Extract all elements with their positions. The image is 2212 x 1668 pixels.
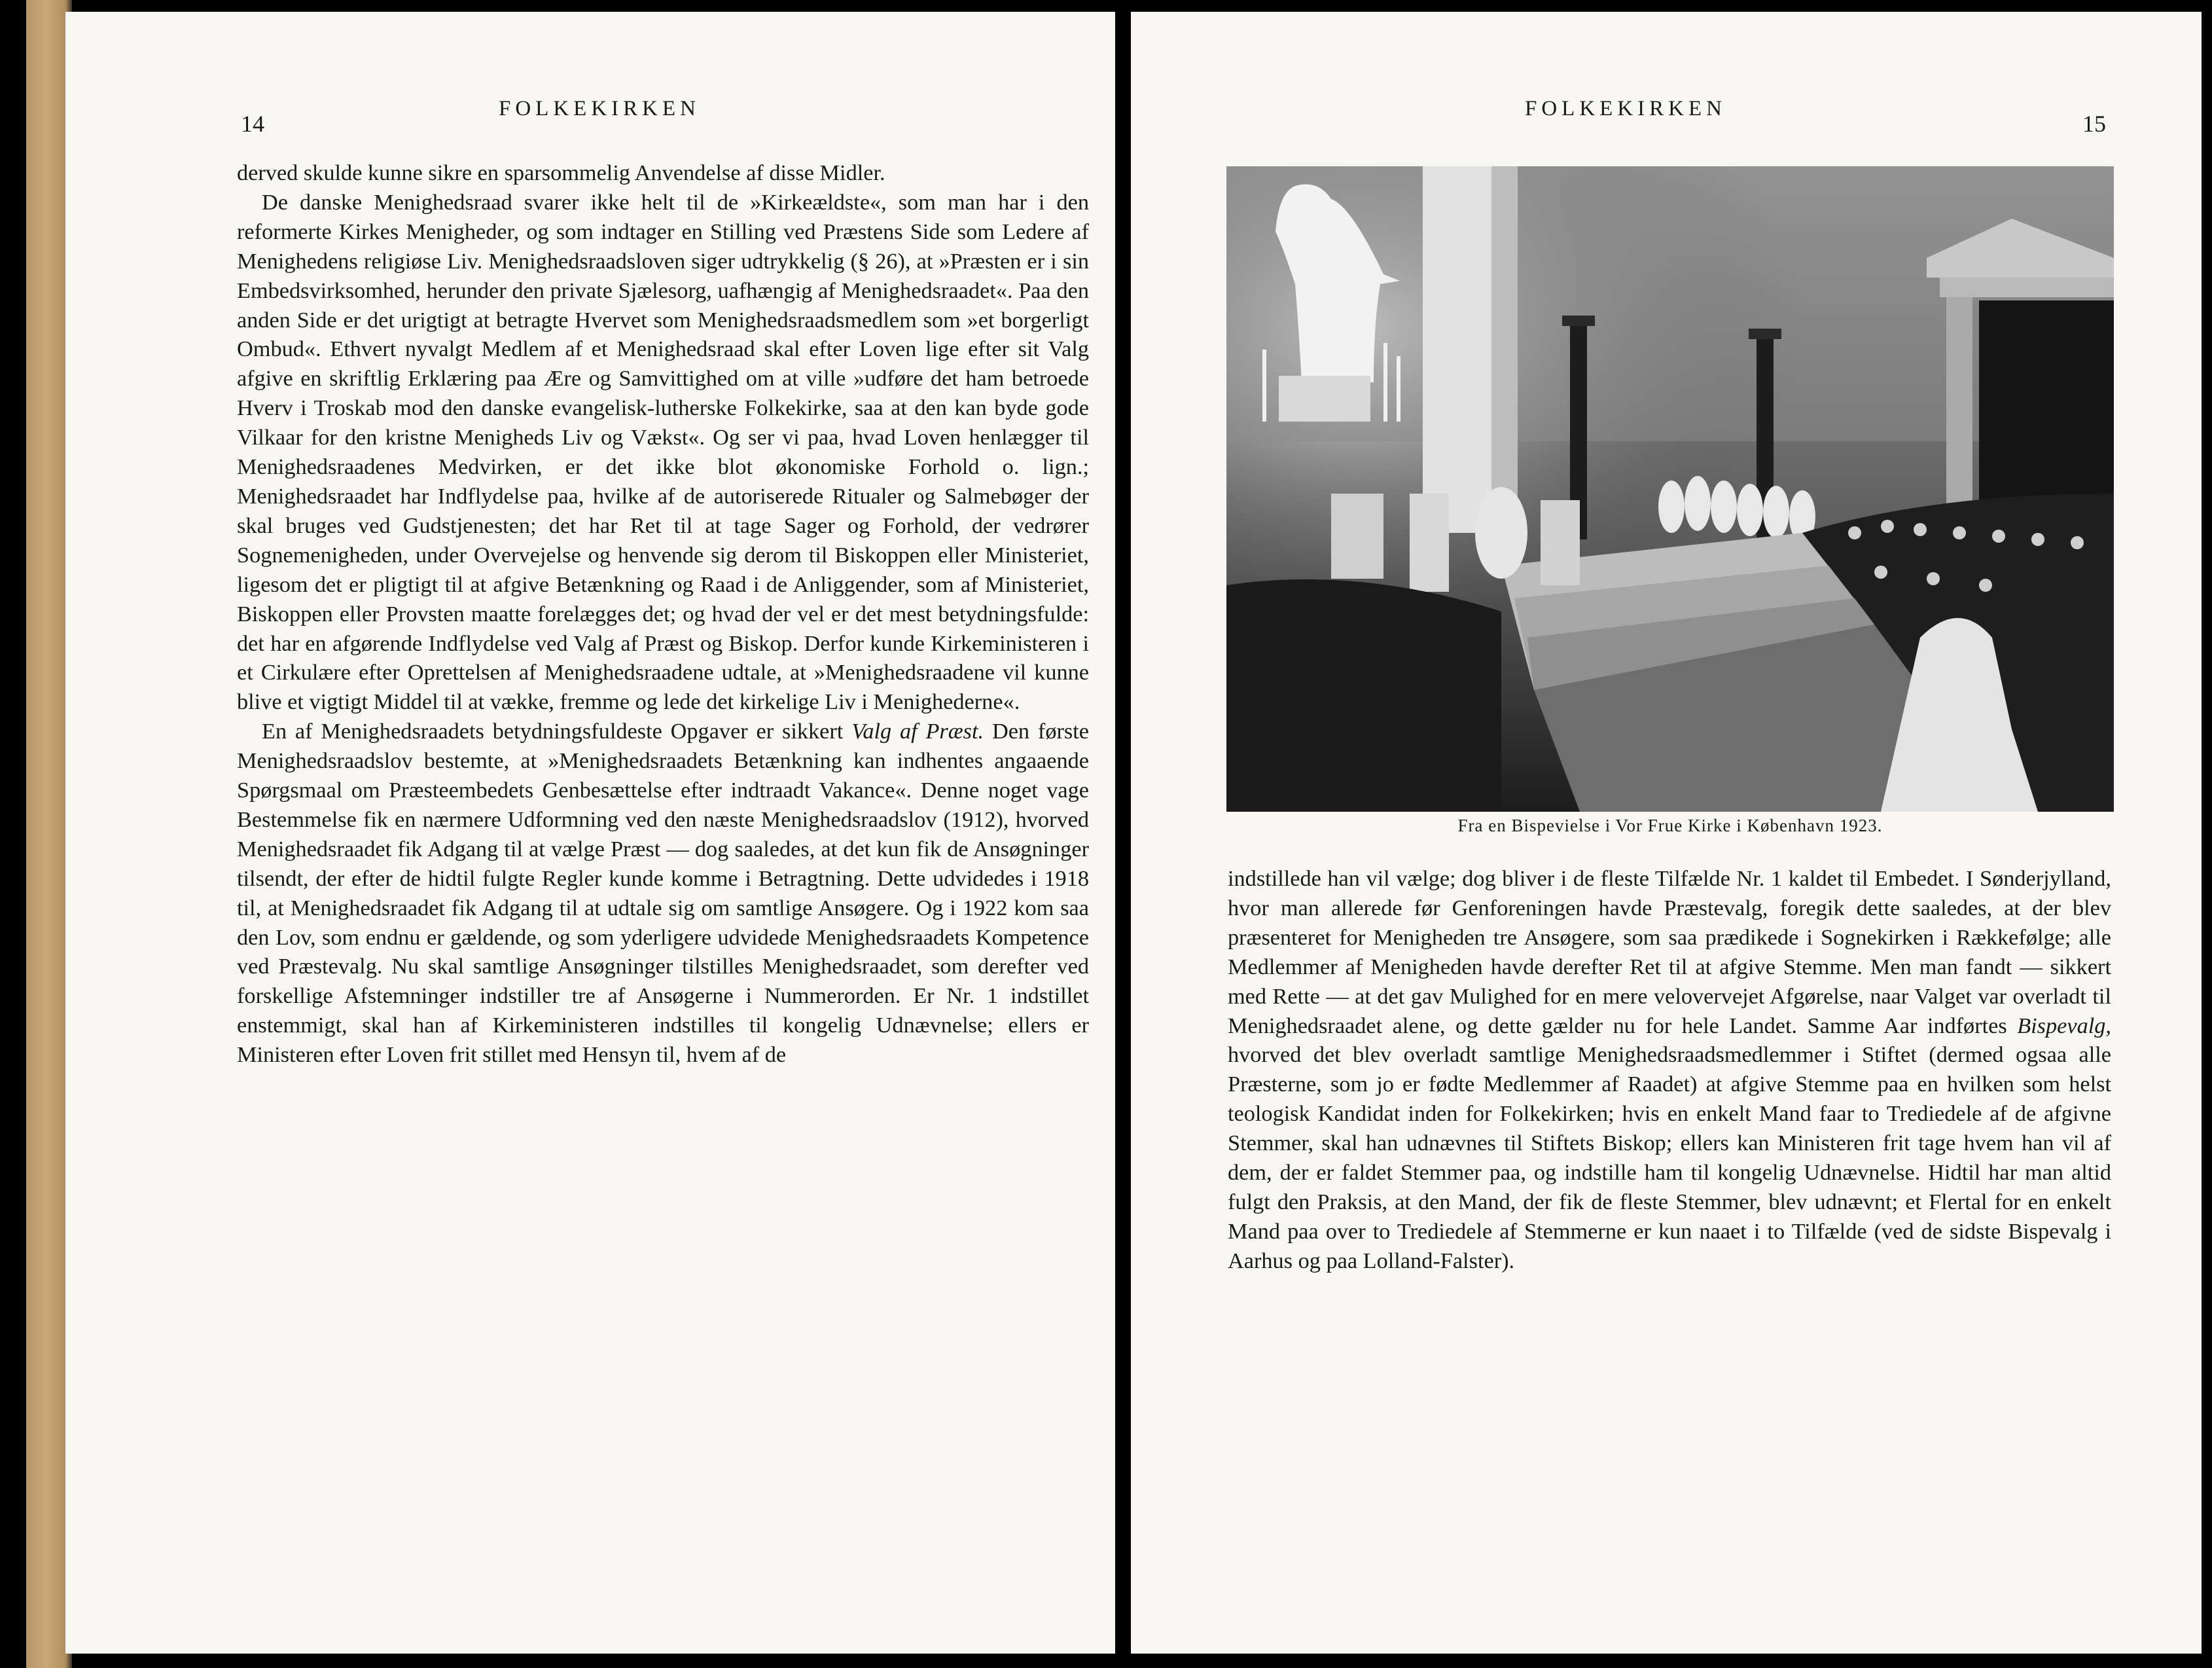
running-head: FOLKEKIRKEN xyxy=(499,97,700,120)
photo-caption: Fra en Bispevielse i Vor Frue Kirke i København 1923. xyxy=(1457,816,1883,835)
italic-heading: Valg af Præst. xyxy=(851,719,984,744)
paragraph-text: indstillede han vil vælge; dog bliver i de fleste Tilfælde Nr. 1 kaldet til Embedet. I Sønderjylland, hvor man allerede før Genforeningen havde Præstevalg, foregik dette saaledes, at der blev præsenteret for Menigheden tre Ansøgere, som saa prædikede i Sognekirken i Rækkefølge; alle Medlemmer af Menigheden havde derefter Ret til at afgive Stemme. Men man fandt — sikkert med Rette — at det gav Mulighed for en mere velovervejet Afgørelse, naar Valget var overladt til Menighedsraadet alene, og dette gælder nu for hele Landet. Samme Aar indførtes xyxy=(1228,866,2111,1038)
paragraph-text: En af Menighedsraadets betydningsfuldeste Opgaver er sikkert xyxy=(262,719,844,744)
italic-heading: Bispevalg, xyxy=(2017,1013,2112,1038)
page-number: 14 xyxy=(241,111,264,137)
left-page xyxy=(65,12,1115,1654)
page-number: 15 xyxy=(2082,111,2106,137)
paragraph-text: hvorved det blev overladt samtlige Menighedsraadsmedlemmer i Stiftet (dermed ogsaa alle Præsterne, som jo er fødte Medlemmer af Raadet) at afgive Stemme paa en hvilken som helst teologisk Kandidat inden for Folkekirken; hvis en enkelt Mand faar to Trediedele af de afgivne Stemmer, skal han udnævnes til Stiftets Biskop; ellers kan Ministeren frit tage hvem han vil af dem, der er faldet Stemmer paa, og indstille ham til kongelig Udnævnelse. Hidtil har man altid fulgt den Praksis, at den Mand, der fik de fleste Stemmer, blev udnævnt; et Flertal for en enkelt Mand paa over to Trediedele af Stemmerne er kun naaet i to Tilfælde (ved de sidste Bispevalg i Aarhus og paa Lolland-Falster). xyxy=(1228,1042,2111,1273)
body-text xyxy=(237,158,1089,1070)
right-page xyxy=(1131,12,2202,1654)
book-spine-edge xyxy=(0,0,72,1668)
paragraph-text: Den første Menighedsraadslov bestemte, at »Menighedsraadets Betænkning kan indhentes angaaende Spørgsmaal om Præsteembedets Genbesættelse efter indtraadt Vakance«. Denne noget vage Bestemmelse fik en nærmere Udformning ved den næste Menighedsraadslov (1912), hvorved Menighedsraadet fik Adgang til at vælge Præst — dog saaledes, at det kun fik de Ansøgninger tilsendt, der efter de hidtil fulgte Regler kunde komme i Betragtning. Dette udvidedes i 1918 til, at Menighedsraadet fik Adgang til at udtale sig om samtlige Ansøgere. Og i 1922 kom saa den Lov, som endnu er gældende, og som yderligere udvidede Menighedsraadets Kompetence ved Præstevalg. Nu skal samtlige Ansøgninger tilstilles Menighedsraadet, som derefter ved forskellige Afstemninger indstiller tre af Ansøgerne i Nummerorden. Er Nr. 1 indstillet enstemmigt, skal han af Kirkeministeren indstilles til kongelig Udnævnelse; ellers er Ministeren efter Loven frit stillet med Hensyn til, hvem af de xyxy=(237,719,1089,1068)
body-text xyxy=(1228,864,2111,1276)
church-ceremony-photo xyxy=(1226,166,2114,812)
paragraph xyxy=(237,717,1089,1070)
paragraph xyxy=(1228,864,2111,1276)
paragraph: derved skulde kunne sikre en sparsommelig Anvendelse af disse Midler. xyxy=(237,160,885,185)
paragraph: De danske Menighedsraad svarer ikke helt til de »Kirkeældste«, som man har i den reformerte Kirkes Menigheder, og som indtager en Stilling ved Præstens Side som Ledere af Menighedens religiøse Liv. Menighedsraadsloven siger udtrykkelig (§ 26), at »Præsten er i sin Embedsvirksomhed, herunder den private Sjælesorg, uafhængig af Menighedsraadet«. Paa den anden Side er det urigtigt at betragte Hvervet som Menighedsraadsmedlem som »et borgerligt Ombud«. Ethvert nyvalgt Medlem af et Menighedsraad skal efter Loven lige efter sit Valg afgive en skriftlig Erklæring paa Ære og Samvittighed om at ville »udføre det ham betroede Hverv i Troskab mod den danske evangelisk-lutherske Folkekirke, saa at den kan byde gode Vilkaar for den kristne Menigheds Liv og Vækst«. Og ser vi paa, hvad Loven henlægger til Menighedsraadenes Medvirken, er det ikke blot økonomiske Forhold o. lign.; Menighedsraadet har Indflydelse paa, hvilke af de autoriserede Ritualer og Salmebøger der skal bruges ved Gudstjenesten; det har Ret til at tage Sager og Forhold, der vedrører Sognemenigheden, under Overvejelse og henvende sig derom til Biskoppen eller Ministeriet, ligesom det er pligtigt til at afgive Betænkning og Raad i de Anliggender, som af Ministeriet, Biskoppen eller Provsten maatte forelægges det; og hvad der vel er det mest betydningsfulde: det har en afgørende Indflydelse ved Valg af Præst og Biskop. Derfor kunde Kirkeministeren i et Cirkulære efter Oprettelsen af Menighedsraadene udtale, at »Menighedsraadene vil kunne blive et vigtigt Middel til at vække, fremme og lede det kirkelige Liv i Menighederne«. xyxy=(237,189,1089,715)
running-head: FOLKEKIRKEN xyxy=(1525,97,1726,120)
